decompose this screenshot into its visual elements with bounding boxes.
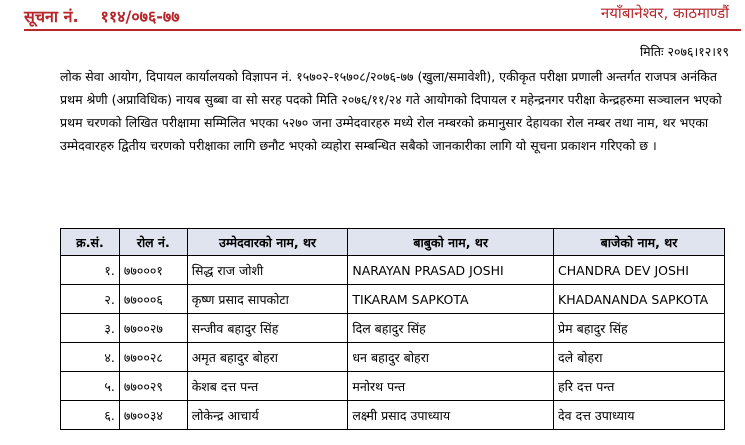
notice-heading <box>24 5 180 27</box>
cell-candidate-name: केशब दत्त पन्त <box>187 372 348 401</box>
cell-father-name: TIKARAM SAPKOTA <box>348 285 554 314</box>
cell-candidate-name: लोकेन्द्र आचार्य <box>187 401 348 430</box>
notice-number: ११४/०७६-७७ <box>100 7 180 26</box>
table-row <box>61 401 725 430</box>
table-row <box>61 285 725 314</box>
cell-father-name: मनोरथ पन्त <box>348 372 554 401</box>
header-serial: क्र.सं. <box>61 229 120 256</box>
cell-serial: ४. <box>61 343 120 372</box>
cell-candidate-name: कृष्ण प्रसाद सापकोटा <box>187 285 348 314</box>
cell-serial: २. <box>61 285 120 314</box>
cell-grandfather-name: CHANDRA DEV JOSHI <box>554 256 725 285</box>
table-header-row <box>61 229 725 256</box>
header-father-name: बाबुको नाम, थर <box>348 229 554 256</box>
cell-grandfather-name: हरि दत्त पन्त <box>554 372 725 401</box>
cell-father-name: दिल बहादुर सिंह <box>348 314 554 343</box>
header-divider <box>24 29 741 31</box>
cell-grandfather-name: दले बोहरा <box>554 343 725 372</box>
office-location: नयाँबानेश्वर, काठमाण्डौं <box>600 4 729 22</box>
table-row <box>61 343 725 372</box>
cell-father-name: NARAYAN PRASAD JOSHI <box>348 256 554 285</box>
cell-father-name: धन बहादुर बोहरा <box>348 343 554 372</box>
header-grandfather-name: बाजेको नाम, थर <box>554 229 725 256</box>
cell-roll: ७७००३४ <box>119 401 187 430</box>
table-row <box>61 372 725 401</box>
table-row <box>61 314 725 343</box>
cell-grandfather-name: देव दत्त उपाध्याय <box>554 401 725 430</box>
cell-candidate-name: अमृत बहादुर बोहरा <box>187 343 348 372</box>
header-candidate-name: उम्मेदवारको नाम, थर <box>187 229 348 256</box>
header-roll: रोल नं. <box>119 229 187 256</box>
table-row <box>61 256 725 285</box>
cell-roll: ७७००२९ <box>119 372 187 401</box>
cell-roll: ७७००२७ <box>119 314 187 343</box>
notice-body: लोक सेवा आयोग, दिपायल कार्यालयको विज्ञापन नं. १५७०२-१५७०८/२०७६-७७ (खुला/समावेशी), एकीकृत परीक्षा प्रणाली अन्तर्गत राजपत्र अनंकित प्रथम श्रेणी (अप्राविधिक) नायब सुब्बा वा सो सरह पदको मिति २०७६/११/२४ गते आयोगको दिपायल र महेन्द्रनगर परीक्षा केन्द्रहरुमा सञ्चालन भएको प्रथम चरणको लिखित परीक्षामा सम्मिलित भएका ५२७० जना उम्मेदवारहरु मध्ये रोल नम्बरको क्रमानुसार देहायका रोल नम्बर तथा नाम, थर भएका उम्मेदवारहरु द्वितीय चरणको परीक्षाका लागि छनौट भएको व्यहोरा सम्बन्धित सबैको जानकारीका लागि यो सूचना प्रकाशन गरिएको छ । <box>60 69 722 153</box>
cell-serial: ६. <box>61 401 120 430</box>
notice-label: सूचना नं. <box>24 7 79 26</box>
cell-roll: ७७०००१ <box>119 256 187 285</box>
cell-candidate-name: सन्जीव बहादुर सिंह <box>187 314 348 343</box>
cell-father-name: लक्ष्मी प्रसाद उपाध्याय <box>348 401 554 430</box>
cell-grandfather-name: KHADANANDA SAPKOTA <box>554 285 725 314</box>
cell-grandfather-name: प्रेम बहादुर सिंह <box>554 314 725 343</box>
cell-serial: ५. <box>61 372 120 401</box>
candidates-table <box>60 228 725 430</box>
cell-candidate-name: सिद्ध राज जोशी <box>187 256 348 285</box>
cell-roll: ७७०००६ <box>119 285 187 314</box>
cell-serial: १. <box>61 256 120 285</box>
notice-date: मितिः २०७६।१२।१९ <box>639 44 729 59</box>
cell-roll: ७७००२८ <box>119 343 187 372</box>
cell-serial: ३. <box>61 314 120 343</box>
